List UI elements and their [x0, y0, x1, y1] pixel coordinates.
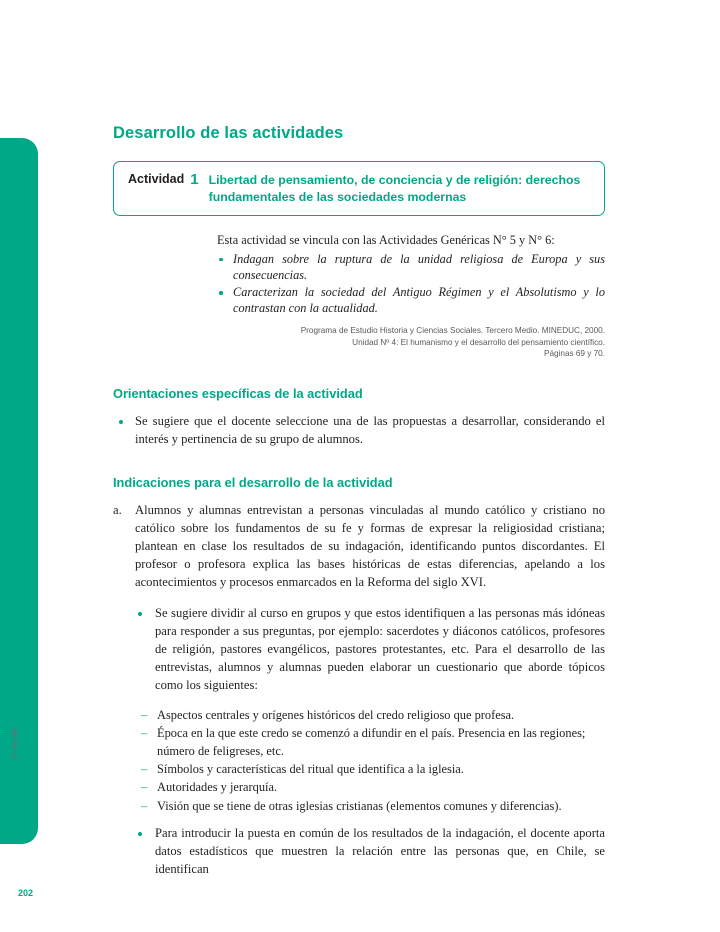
- page-title: Desarrollo de las actividades: [113, 124, 344, 142]
- indication-text: Alumnos y alumnas entrevistan a personas vinculadas al mundo católico y cristiano no católico sobre los fundamentos de su fe y formas de expresar la religiosidad cristiana; plantean en clase los resultados de su indagación, identificando puntos discordantes. El profesor o profesora explica las bases históricas de estas diferencias, apelando a los acontecimientos y procesos enmarcados en la Reforma del siglo XVI.: [135, 503, 605, 589]
- source-citation: [217, 325, 605, 361]
- intro-block: [217, 232, 605, 316]
- list-item: Se sugiere que el docente seleccione una de las propuestas a desarrollar, considerando el interés y pertinencia de su grupo de alumnos.: [113, 413, 605, 449]
- intro-lead: Esta actividad se vincula con las Actividades Genéricas N° 5 y N° 6:: [217, 233, 555, 248]
- indications-title: Indicaciones para el desarrollo de la actividad: [113, 475, 393, 491]
- source-line-1: Programa de Estudio Historia y Ciencias Sociales. Tercero Medio. MINEDUC, 2000.: [300, 325, 605, 335]
- activity-title: Libertad de pensamiento, de conciencia y de religión: derechos fundamentales de las sociedades modernas: [208, 173, 581, 204]
- list-item: – Visión que se tiene de otras iglesias cristianas (elementos comunes y diferencias).: [141, 798, 605, 815]
- indication-item-a: [113, 502, 605, 591]
- activity-header-box: [113, 161, 605, 216]
- list-item: Indagan sobre la ruptura de la unidad religiosa de Europa y sus consecuencias.: [217, 251, 605, 283]
- list-item: – Símbolos y características del ritual que identifica a la iglesia.: [141, 761, 605, 778]
- questionnaire-topics-list: [141, 707, 605, 815]
- indication-sub-bullets-continued: [135, 825, 605, 879]
- side-tab-label: 3º Medio: [10, 726, 19, 760]
- source-line-3: Páginas 69 y 70.: [544, 349, 605, 359]
- list-item: – Autoridades y jerarquía.: [141, 779, 605, 796]
- orientations-title: Orientaciones específicas de la actividad: [113, 386, 363, 402]
- page-number: 202: [18, 888, 34, 898]
- side-tab-decoration: [0, 138, 38, 844]
- indication-marker: a.: [113, 503, 122, 518]
- list-item: – Época en la que este credo se comenzó a difundir en el país. Presencia en las regiones; número de feligreses, etc.: [141, 725, 605, 760]
- list-item: Se sugiere dividir al curso en grupos y que estos identifiquen a las personas más idóneas para responder a sus preguntas, por ejemplo: sacerdotes y diáconos católicos, profesores de religión, pastores evangélicos, pastores protestantes, etc. Para el desarrollo de las entrevistas, alumnos y alumnas pueden elaborar un cuestionario que aborde tópicos como los siguientes:: [135, 605, 605, 694]
- page-content: [113, 124, 605, 891]
- activity-number: 1: [190, 171, 199, 188]
- list-item: Caracterizan la sociedad del Antiguo Régimen y el Absolutismo y lo contrastan con la actualidad.: [217, 284, 605, 316]
- activity-label: Actividad: [128, 172, 185, 186]
- list-item: – Aspectos centrales y orígenes históricos del credo religioso que profesa.: [141, 707, 605, 724]
- indication-sub-bullets: [135, 605, 605, 694]
- intro-list: [217, 251, 605, 317]
- source-line-2: Unidad Nº 4: El humanismo y el desarrollo del pensamiento científico.: [352, 337, 605, 347]
- orientations-list: [113, 413, 605, 449]
- list-item: Para introducir la puesta en común de los resultados de la indagación, el docente aporta datos estadísticos que muestren la relación entre las personas que, en Chile, se identifican: [135, 825, 605, 879]
